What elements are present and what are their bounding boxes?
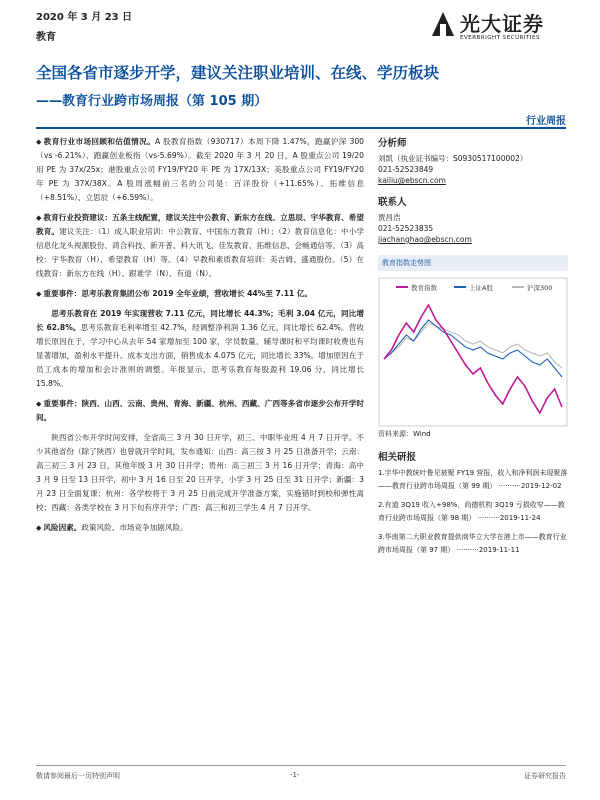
paragraph-investment [36,211,364,281]
paragraph-text: 陕西省公布开学时间安排，全省高三 3 月 30 日开学，初三、中职毕业班 4 月 7 日开学。不少其他省份（除了陕西）也曾就开学时间，发布通知：山西：高三按 3 月 25 日准备开学；云南：高三初三 3 月 23 日，其他年级 3 月 30 日开学；贵州：高三初三 3 月 16 日开学；青海：高中 3 月 9 日至 13 日开学，初中 3 月 16 日至 20 日开学，小学 3 月 25 日至 31 日开学；新疆：3 月 23 日全面复课；杭州：各学校将于 3 月 25 日前完成开学准备方案，实施错时到校和弹性离校；西藏：各类学校在 3 月下旬有序开学；广西：高三和初三学生 4 月 7 日开学。 [36,433,364,512]
logo-mark-icon [430,10,456,38]
paragraph-market-review [36,135,364,205]
page-number: -1- [290,771,300,779]
footer-label: 证券研究报告 [524,772,566,780]
paragraph-text: 思考乐教育毛利率增至 42.7%，经调整净利润 1.36 亿元，同比增长 62.4%。营收增长原因在于，学习中心从去年 54 家增加至 100 家，学员数量、辅导课时和平均课时收费也有显著增加，盈利水平提升。成本支出方面，销售成本 4.075 亿元，同比增长 33%。增加原因在于员工成本的增加和会计准则的调整。年报显示，思考乐教育每股盈利 19.06 分，同比增长 15.8%。 [36,323,364,388]
diamond-bullet-icon: ◆ [36,524,42,532]
report-title: 全国各省市逐步开学，建议关注职业培训、在线、学历板块 [36,64,440,82]
research-item[interactable]: 1.宇华中教统叶鲁见被聚 FY19 营报，收入和净利润未现聚落——教育行业跨市场周报（第 99 期） ··········2019-12-02 [378,469,568,490]
footer-rule [36,765,566,766]
analyst-name: 刘凯（执业证书编号：S0930517100002） [378,154,528,163]
diamond-bullet-icon: ◆ [36,214,42,222]
contact-phone: 021-52523835 [378,224,434,233]
diamond-bullet-icon: ◆ [36,400,42,408]
paragraph-event-detail [36,307,364,391]
contact-name: 贾昌浩 [378,213,401,222]
sector-label: 教育 [36,32,56,43]
series-line-0 [384,305,562,413]
logo-text-cn: 光大证券 [460,12,544,36]
footer-disclaimer: 敬请参阅最后一页特别声明 [36,772,120,780]
legend-label: 上证A股 [469,284,493,292]
series-line-2 [384,323,562,368]
research-list [378,467,568,557]
paragraph-text: 建议关注：（1）成人职业培训：中公教育、中国东方教育（H）；（2）教育信息化：中小学信息化龙头视源股份、鸿合科技、新开普、科大讯飞、佳发教育、拓维信息、会畅通信等。（3）高校：宇华教育（H）、希望教育（H）等。（4）早教和素质教育培训：美吉姆、盛通股份。（5）在线教育：新东方在线（H）、跟谁学（N）、有道（N）。 [36,227,365,278]
diamond-bullet-icon: ◆ [36,138,42,146]
paragraph-event-school [36,397,364,425]
analyst-phone: 021-52523849 [378,165,434,174]
contact-heading: 联系人 [378,197,407,208]
paragraph-lead: 教育行业投资建议：五条主线配置，建议关注中公教育、新东方在线、立思辰、宇华教育、希望教育。 [36,213,365,236]
index-chart [378,277,568,427]
index-chart-svg [378,277,568,427]
contact-email[interactable]: jiachanghao@ebscn.com [378,235,472,244]
chart-title: 教育指数走势图 [378,255,568,271]
legend-label: 沪深300 [527,284,553,292]
sidebar [378,135,568,563]
header-rule [36,127,566,129]
paragraph-bold: 思考乐教育在 2019 年实现营收 7.11 亿元，同比增长 44.3%；毛利 3.04 亿元，同比增长 62.8%。 [36,309,364,332]
chart-source: 资料来源：Wind [378,430,431,438]
paragraph-text: A 股教育指数（930717）本周下降 1.47%，跑赢沪深 300（vs -6.21%）、跑赢创业板指（vs-5.69%）。截至 2020 年 3 月 20 日，A 股重点公司 19/20 用 PE 为 37x/25x；港股重点公司 FY19/FY20 年 PE 为 17X/13X；美股重点公司 FY19/FY20 年 PE 为 37X/38X。A 股周涨幅前三名的公司是：百洋股份（+11.65%）、拓维信息（+8.51%）、立思辰（+6.59%）。 [36,137,365,202]
legend-label: 教育指数 [411,284,437,292]
report-type: 行业周报 [526,116,566,127]
paragraph-lead: 风险因素。 [43,523,82,532]
main-body [36,135,364,541]
chart-frame [379,278,567,426]
paragraph-school-detail [36,431,364,515]
paragraph-lead: 重要事件：思考乐教育集团公布 2019 全年业绩，营收增长 44%至 7.11 亿。 [43,289,313,298]
report-date: 2020 年 3 月 23 日 [36,12,133,23]
analyst-email[interactable]: kailiu@ebscn.com [378,176,446,185]
report-subtitle: ——教育行业跨市场周报（第 105 期） [36,94,268,109]
research-heading: 相关研报 [378,452,417,463]
research-item[interactable]: 3.华南第二大职业教育提供商华立大学在港上市——教育行业跨市场周报（第 97 期） ··········2019-11-11 [378,533,567,554]
diamond-bullet-icon: ◆ [36,290,42,298]
paragraph-text: 政策风险、市场竞争加剧风险。 [81,523,188,532]
paragraph-lead: 重要事件：陕西、山西、云南、贵州、青海、新疆、杭州、西藏、广西等多省市逐步公布开学时间。 [36,399,365,422]
paragraph-risk [36,521,364,535]
paragraph-event-thinkle [36,287,364,301]
research-item[interactable]: 2.有道 3Q19 收入+98%，尚德机构 3Q19 亏损收窄——教育行业跨市场周报（第 98 期） ··········2019-11-24 [378,501,565,522]
analyst-heading: 分析师 [378,138,407,149]
company-logo [430,8,570,48]
paragraph-lead: 教育行业市场回顾和估值情况。 [43,137,156,146]
logo-text-en: EVERBRIGHT SECURITIES [460,35,540,41]
